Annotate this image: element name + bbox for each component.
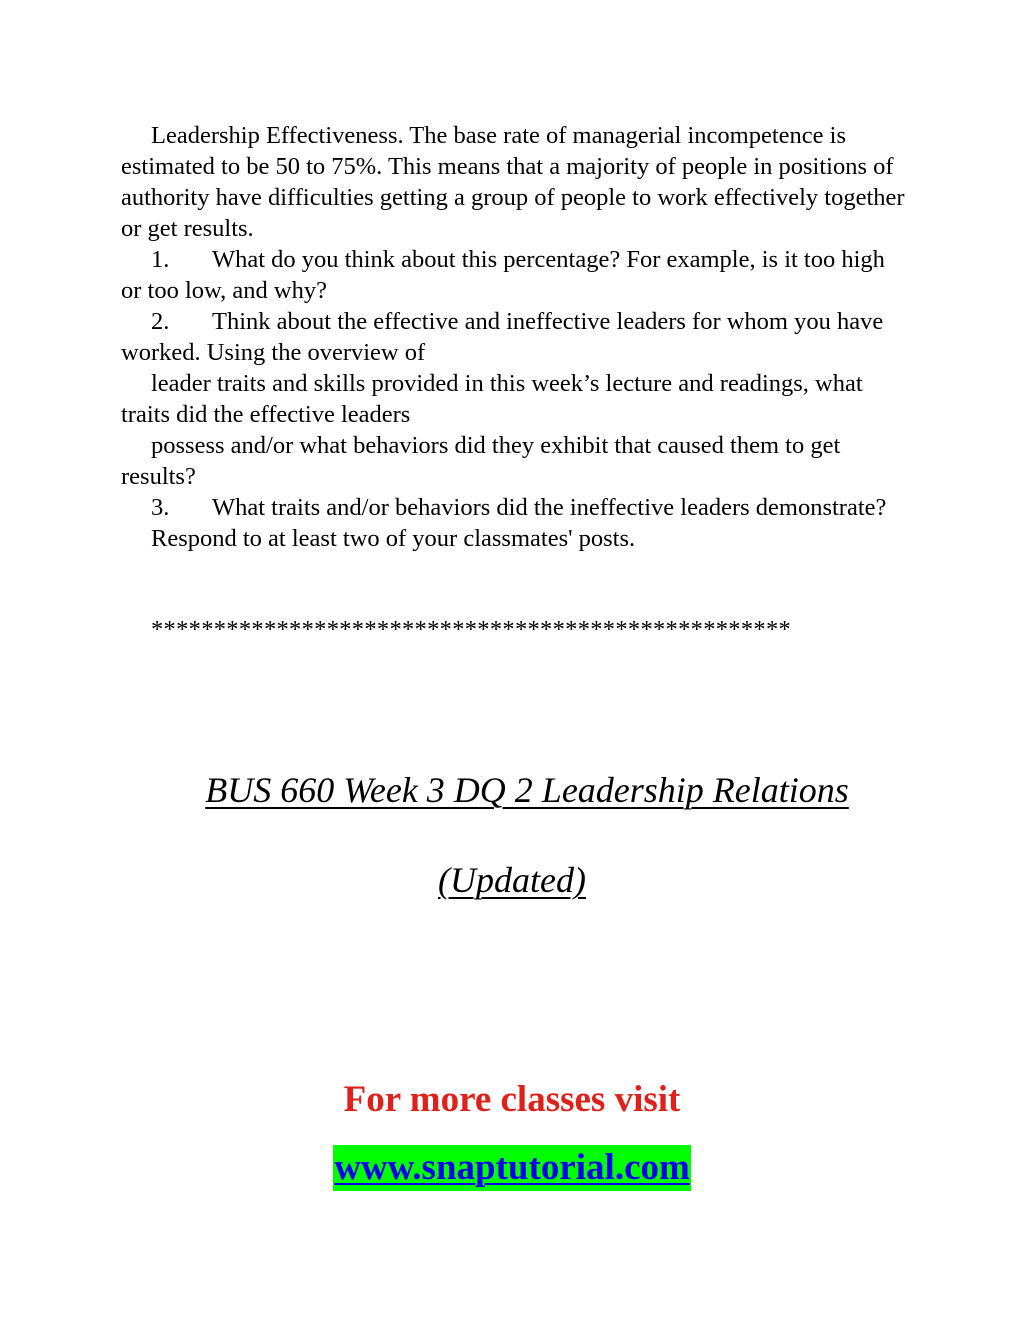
question-2-text: Think about the effective and ineffective leaders for whom you have worked. Using the overview of — [121, 308, 884, 366]
respond-instruction: Respond to at least two of your classmates' posts. — [151, 525, 636, 552]
title-line-1-text: BUS 660 Week 3 DQ 2 Leadership Relations — [205, 770, 849, 810]
question-3-number: 3. — [151, 494, 170, 521]
url-container — [0, 1145, 1024, 1191]
question-2-number: 2. — [151, 308, 170, 335]
question-2 — [121, 306, 911, 368]
question-3-text: What traits and/or behaviors did the ineffective leaders demonstrate? — [212, 494, 887, 521]
intro-paragraph: Leadership Effectiveness. The base rate of managerial incompetence is estimated to be 50 to 75%. This means that a majority of people in positions of authority have difficulties getting a group of people to work effectively together or get results. — [121, 122, 905, 242]
question-2-continuation-1: leader traits and skills provided in this week’s lecture and readings, what traits did the effective leaders — [121, 370, 863, 428]
question-1-text: What do you think about this percentage? For example, is it too high or too low, and why? — [121, 246, 885, 304]
question-2-continuation-2: possess and/or what behaviors did they exhibit that caused them to get results? — [121, 432, 841, 490]
visit-heading: For more classes visit — [343, 1079, 681, 1120]
question-3 — [121, 492, 911, 523]
assignment-body — [121, 120, 911, 554]
separator-stars: *************************************************** — [151, 616, 792, 643]
website-link[interactable]: www.snaptutorial.com — [333, 1145, 691, 1191]
title-line-1 — [15, 768, 1024, 812]
title-line-2 — [0, 858, 1024, 902]
question-1 — [121, 244, 911, 306]
title-line-2-text: (Updated) — [438, 860, 586, 900]
question-1-number: 1. — [151, 246, 170, 273]
